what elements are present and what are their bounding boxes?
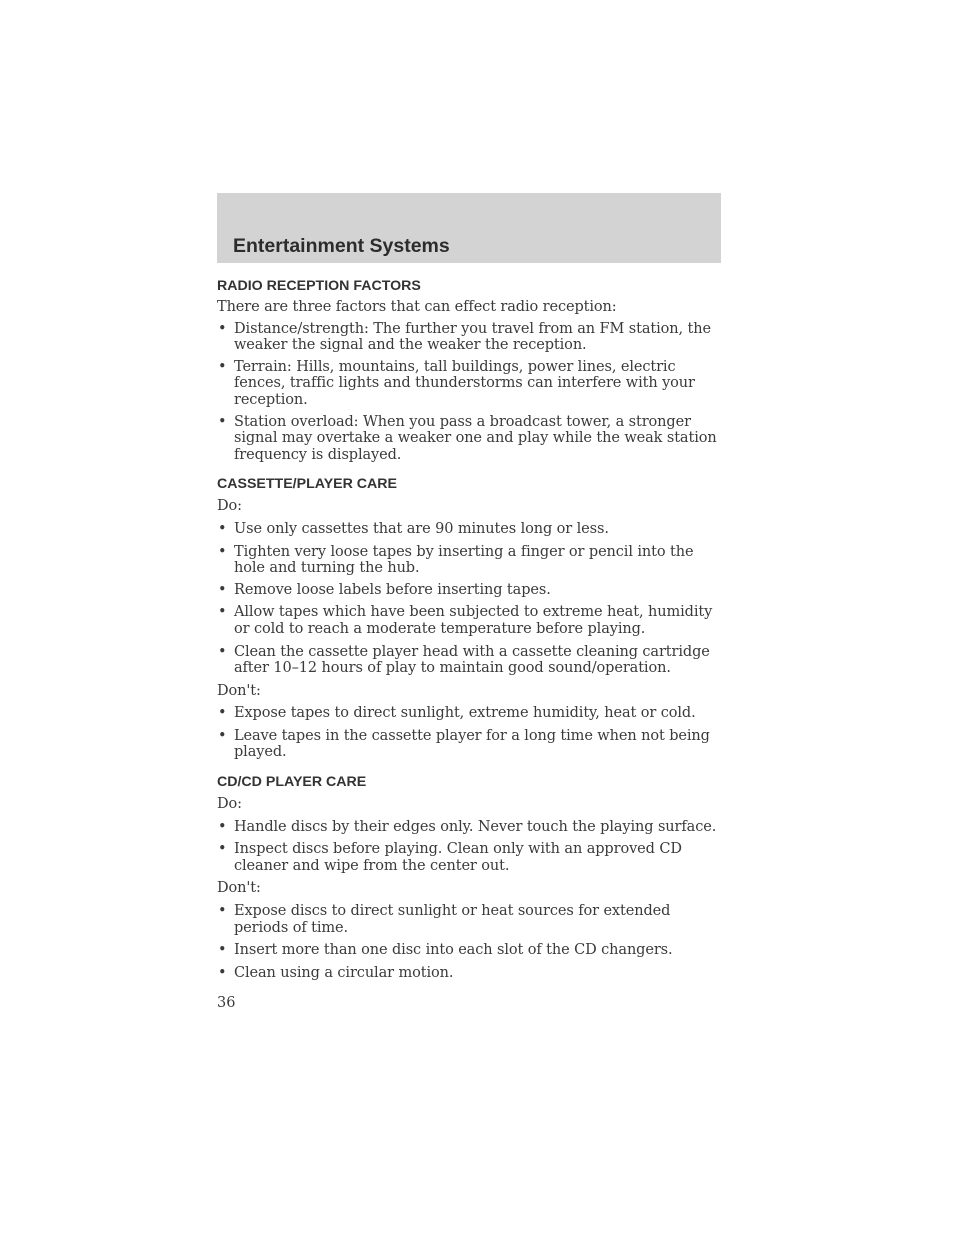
list-item <box>217 903 721 936</box>
cassette-section <box>217 475 721 761</box>
bullet-icon: • <box>218 358 227 375</box>
list-item-text: Inspect discs before playing. Clean only with an approved CD cleaner and wipe from the center out. <box>234 841 682 874</box>
list-item-text: Terrain: Hills, mountains, tall buildings, power lines, electric fences, traffic lights and thunderstorms can interfere with your reception. <box>234 358 695 408</box>
bullet-icon: • <box>218 643 227 660</box>
section-header-band <box>217 193 721 263</box>
page-title: Entertainment Systems <box>233 235 450 257</box>
list-item-text: Handle discs by their edges only. Never touch the playing surface. <box>234 818 717 835</box>
radio-bullet-list <box>217 321 721 464</box>
bullet-icon: • <box>218 964 227 981</box>
bullet-icon: • <box>218 818 227 835</box>
list-item-text: Insert more than one disc into each slot of the CD changers. <box>234 942 673 959</box>
list-item <box>217 942 721 959</box>
bullet-icon: • <box>218 543 227 560</box>
list-item-text: Use only cassettes that are 90 minutes long or less. <box>234 520 609 537</box>
cd-do-label: Do: <box>217 796 242 813</box>
bullet-icon: • <box>218 581 227 598</box>
page-number: 36 <box>217 995 236 1012</box>
manual-page <box>217 193 721 1012</box>
bullet-icon: • <box>218 604 227 621</box>
list-item <box>217 705 721 722</box>
bullet-icon: • <box>218 705 227 722</box>
list-item-text: Clean using a circular motion. <box>234 964 454 981</box>
list-item-text: Clean the cassette player head with a cassette cleaning cartridge after 10–12 hours of play to maintain good sound/operation. <box>234 643 710 677</box>
bullet-icon: • <box>218 320 227 337</box>
list-item <box>217 521 721 538</box>
list-item-text: Remove loose labels before inserting tapes. <box>234 581 551 598</box>
cd-dont-label: Don't: <box>217 880 261 897</box>
bullet-icon: • <box>218 942 227 959</box>
list-item <box>217 841 721 874</box>
radio-heading: RADIO RECEPTION FACTORS <box>217 278 421 294</box>
list-item-text: Distance/strength: The further you travel from an FM station, the weaker the signal and the weaker the reception. <box>234 320 711 354</box>
cassette-dont-list <box>217 705 721 761</box>
cassette-do-list <box>217 521 721 677</box>
bullet-icon: • <box>218 841 227 858</box>
cd-dont-list <box>217 903 721 981</box>
list-item <box>217 582 721 599</box>
list-item <box>217 604 721 637</box>
list-item-text: Expose tapes to direct sunlight, extreme humidity, heat or cold. <box>234 705 696 722</box>
bullet-icon: • <box>218 520 227 537</box>
cassette-heading: CASSETTE/PLAYER CARE <box>217 476 398 493</box>
list-item <box>217 359 721 409</box>
radio-intro: There are three factors that can effect radio reception: <box>217 299 617 315</box>
list-item <box>217 414 721 464</box>
cd-do-list <box>217 819 721 875</box>
radio-section <box>217 277 721 463</box>
list-item <box>217 644 721 677</box>
cd-section <box>217 773 721 981</box>
list-item-text: Expose discs to direct sunlight or heat sources for extended periods of time. <box>234 903 671 936</box>
bullet-icon: • <box>218 903 227 920</box>
list-item <box>217 965 721 982</box>
list-item-text: Station overload: When you pass a broadcast tower, a stronger signal may overtake a weaker one and play while the weak station frequency is displayed. <box>234 413 717 463</box>
list-item <box>217 728 721 761</box>
list-item-text: Allow tapes which have been subjected to extreme heat, humidity or cold to reach a moderate temperature before playing. <box>234 604 713 637</box>
list-item <box>217 321 721 354</box>
list-item-text: Leave tapes in the cassette player for a long time when not being played. <box>234 727 710 761</box>
list-item <box>217 544 721 577</box>
cassette-do-label: Do: <box>217 498 242 515</box>
bullet-icon: • <box>218 413 227 430</box>
list-item <box>217 819 721 836</box>
bullet-icon: • <box>218 727 227 744</box>
cassette-dont-label: Don't: <box>217 682 261 699</box>
list-item-text: Tighten very loose tapes by inserting a finger or pencil into the hole and turning the hub. <box>234 543 694 577</box>
cd-heading: CD/CD PLAYER CARE <box>217 774 367 791</box>
